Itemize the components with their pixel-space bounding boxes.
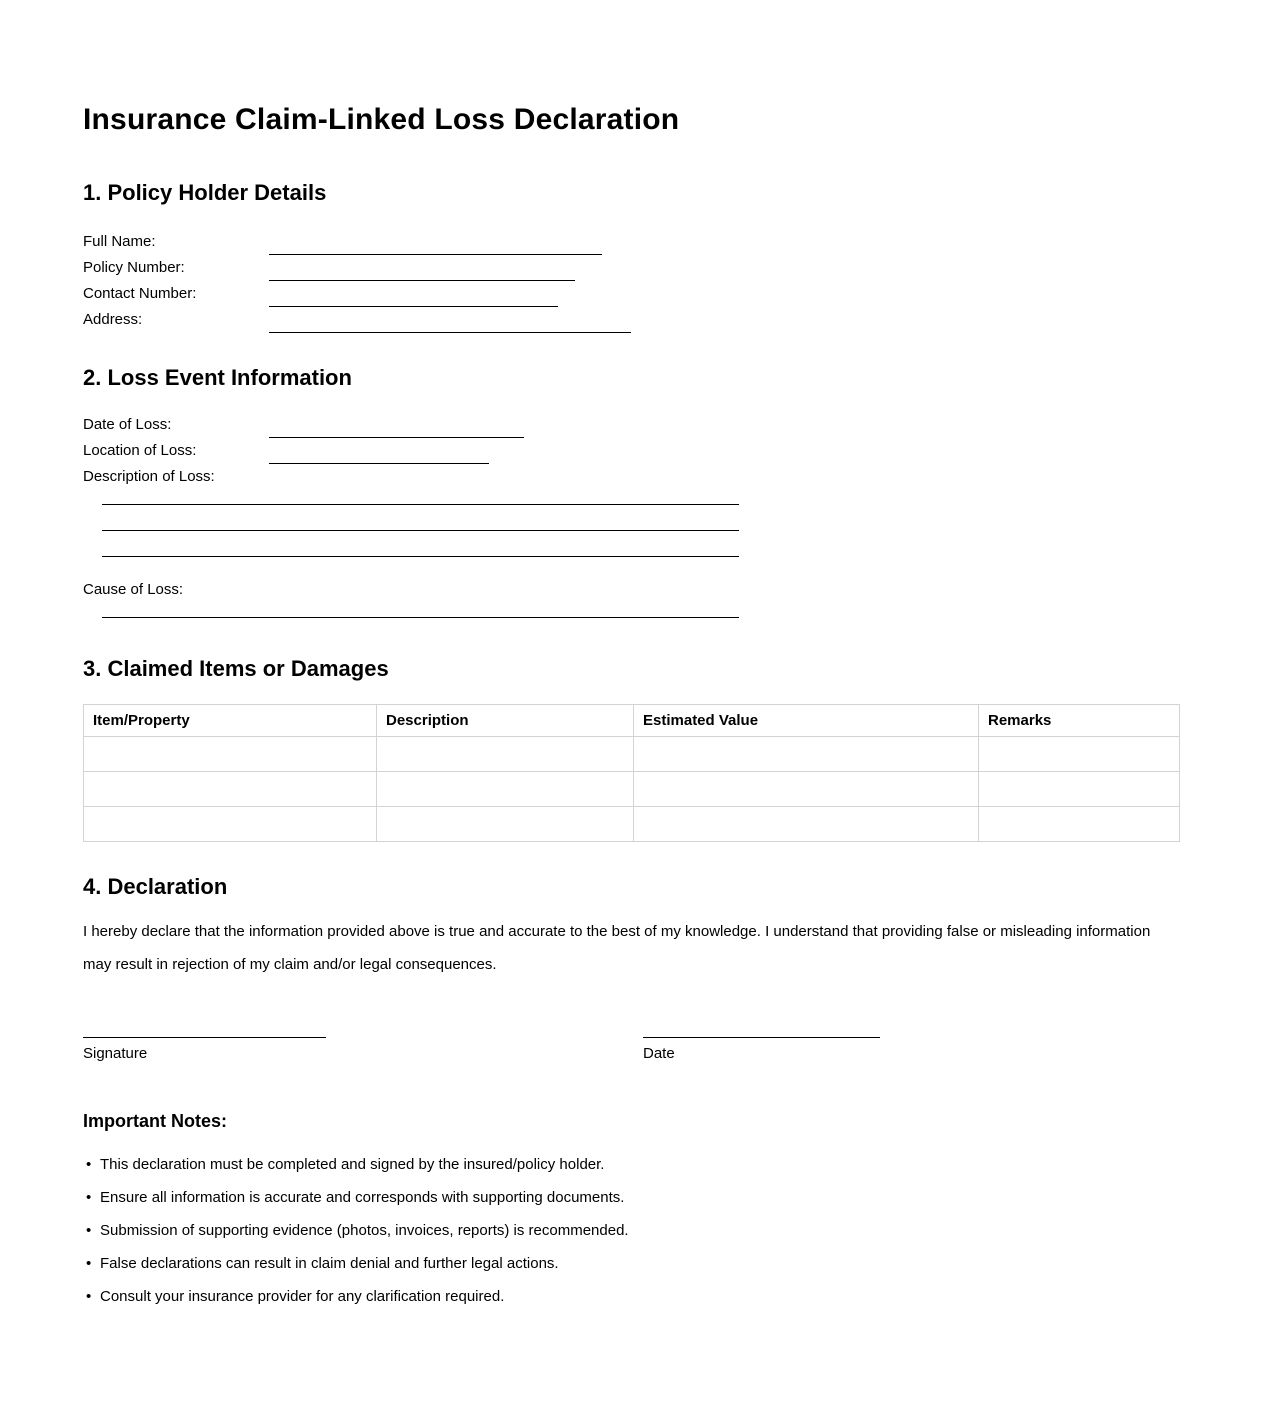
note-item: • False declarations can result in claim denial and further legal actions.	[83, 1254, 1180, 1274]
table-cell	[634, 772, 979, 807]
contact-number-label: Contact Number:	[83, 285, 197, 302]
table-header-row	[84, 705, 1180, 737]
table-cell	[979, 807, 1180, 842]
signature-label: Signature	[83, 1045, 148, 1062]
table-cell	[634, 807, 979, 842]
section-heading-loss-event: 2. Loss Event Information	[83, 365, 352, 390]
signature-block	[83, 1037, 326, 1064]
field-row-location-of-loss	[83, 438, 1180, 464]
table-cell	[979, 737, 1180, 772]
important-notes-list	[83, 1155, 1180, 1306]
loss-event-fields	[83, 412, 1180, 490]
table-row	[84, 807, 1180, 842]
field-row-full-name	[83, 229, 1180, 255]
table-cell	[84, 807, 377, 842]
field-row-description-of-loss	[83, 464, 1180, 490]
field-row-address	[83, 307, 1180, 333]
date-of-loss-label: Date of Loss:	[83, 416, 172, 433]
note-item: • Consult your insurance provider for any clarification required.	[83, 1287, 1180, 1306]
cause-of-loss-label: Cause of Loss:	[83, 581, 184, 598]
policy-number-label: Policy Number:	[83, 259, 185, 276]
note-item: • This declaration must be completed and signed by the insured/policy holder.	[83, 1155, 1180, 1175]
important-notes-heading: Important Notes:	[83, 1111, 227, 1131]
date-of-loss-blank-line	[269, 416, 524, 438]
description-blank-line-1	[102, 490, 739, 505]
column-header-description: Description	[377, 705, 634, 737]
section-heading-policy-holder: 1. Policy Holder Details	[83, 180, 327, 205]
table-row	[84, 737, 1180, 772]
field-row-date-of-loss	[83, 412, 1180, 438]
location-of-loss-label: Location of Loss:	[83, 442, 197, 459]
field-row-contact-number	[83, 281, 1180, 307]
field-row-policy-number	[83, 255, 1180, 281]
full-name-label: Full Name:	[83, 233, 156, 250]
table-cell	[84, 772, 377, 807]
section-heading-claimed-items: 3. Claimed Items or Damages	[83, 656, 389, 681]
address-blank-line	[269, 311, 631, 333]
note-item: • Ensure all information is accurate and corresponds with supporting documents.	[83, 1188, 1180, 1208]
table-cell	[377, 772, 634, 807]
declaration-text: I hereby declare that the information provided above is true and accurate to the best of my knowledge. I understand that providing false or misleading information may result in rejection of my claim and/or legal consequences.	[83, 923, 1151, 973]
description-blank-line-2	[102, 505, 739, 531]
cause-blank-line	[102, 603, 739, 618]
document-title: Insurance Claim-Linked Loss Declaration	[83, 103, 680, 136]
claimed-items-table	[83, 704, 1180, 842]
table-cell	[634, 737, 979, 772]
policy-number-blank-line	[269, 259, 575, 281]
contact-number-blank-line	[269, 285, 558, 307]
signature-blank-line	[83, 1037, 326, 1038]
table-cell	[377, 737, 634, 772]
table-cell	[84, 737, 377, 772]
full-name-blank-line	[269, 233, 602, 255]
description-of-loss-label: Description of Loss:	[83, 468, 215, 485]
note-item: • Submission of supporting evidence (photos, invoices, reports) is recommended.	[83, 1221, 1180, 1241]
table-cell	[979, 772, 1180, 807]
date-blank-line	[643, 1037, 880, 1038]
table-cell	[377, 807, 634, 842]
date-block	[643, 1037, 880, 1064]
table-row	[84, 772, 1180, 807]
column-header-item-property: Item/Property	[84, 705, 377, 737]
description-blank-line-3	[102, 531, 739, 557]
column-header-remarks: Remarks	[979, 705, 1180, 737]
section-heading-declaration: 4. Declaration	[83, 874, 228, 899]
signature-date-block	[83, 1037, 1180, 1064]
column-header-estimated-value: Estimated Value	[634, 705, 979, 737]
date-label: Date	[643, 1045, 675, 1062]
address-label: Address:	[83, 311, 143, 328]
location-of-loss-blank-line	[269, 442, 489, 464]
policy-holder-fields	[83, 229, 1180, 333]
